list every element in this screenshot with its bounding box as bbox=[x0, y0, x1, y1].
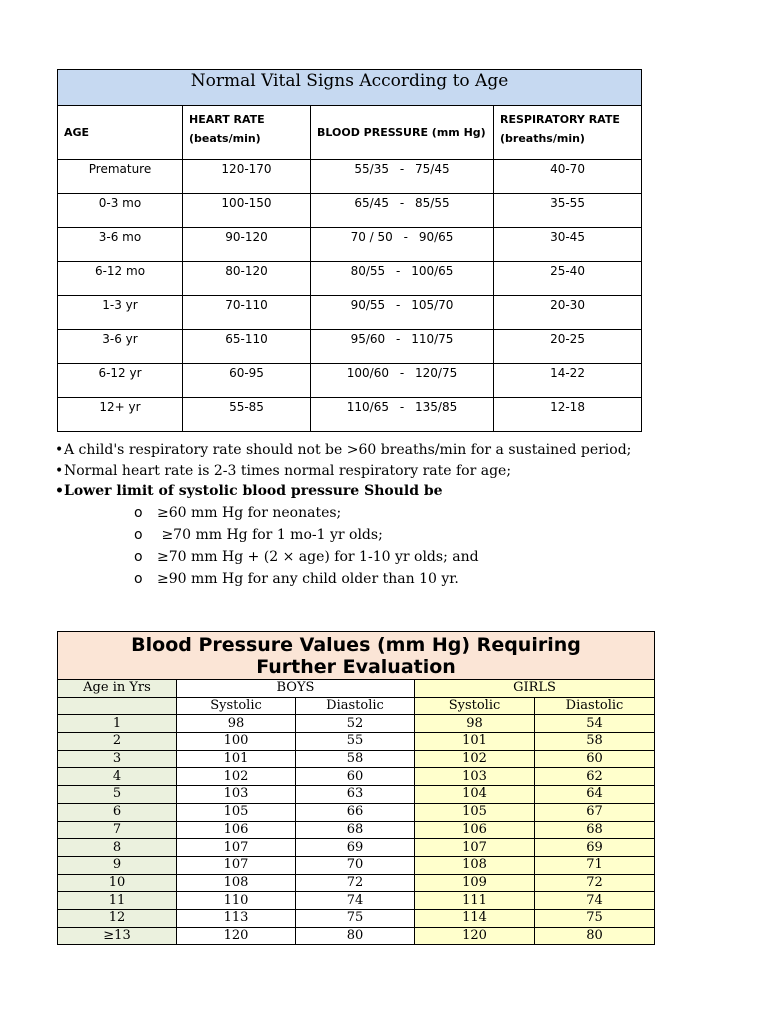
bp-evaluation-row bbox=[58, 892, 655, 910]
girls-systolic-cell: 120 bbox=[415, 927, 535, 945]
note-sub-item: o ≥70 mm Hg for 1 mo-1 yr olds; bbox=[134, 526, 383, 543]
bp-evaluation-row bbox=[58, 927, 655, 945]
vital-signs-row bbox=[58, 194, 642, 228]
heart-rate-cell: 70-110 bbox=[183, 296, 311, 330]
bp-evaluation-row bbox=[58, 768, 655, 786]
boys-systolic-cell: 120 bbox=[177, 927, 296, 945]
boys-diastolic-cell: 69 bbox=[296, 839, 415, 857]
bp-evaluation-row bbox=[58, 750, 655, 768]
vital-signs-row bbox=[58, 262, 642, 296]
vital-signs-row bbox=[58, 398, 642, 432]
age-cell: 3-6 mo bbox=[58, 228, 183, 262]
girls-systolic-cell: 107 bbox=[415, 839, 535, 857]
age-cell: 3-6 yr bbox=[58, 330, 183, 364]
respiratory-rate-header: RESPIRATORY RATE (breaths/min) bbox=[494, 106, 642, 160]
bp-evaluation-row bbox=[58, 803, 655, 821]
bp-evaluation-row bbox=[58, 821, 655, 839]
girls-diastolic-cell: 62 bbox=[535, 768, 655, 786]
girls-systolic-cell: 105 bbox=[415, 803, 535, 821]
boys-diastolic-header: Diastolic bbox=[296, 697, 415, 715]
bp-evaluation-table bbox=[57, 631, 655, 945]
boys-diastolic-cell: 68 bbox=[296, 821, 415, 839]
note-bullet: •Lower limit of systolic blood pressure Should be bbox=[55, 483, 443, 499]
girls-diastolic-cell: 75 bbox=[535, 909, 655, 927]
girls-systolic-cell: 102 bbox=[415, 750, 535, 768]
vital-signs-notes bbox=[55, 440, 765, 590]
age-cell: 8 bbox=[58, 839, 177, 857]
vital-signs-row bbox=[58, 296, 642, 330]
girls-diastolic-cell: 64 bbox=[535, 786, 655, 804]
girls-systolic-cell: 101 bbox=[415, 733, 535, 751]
respiratory-rate-cell: 25-40 bbox=[494, 262, 642, 296]
heart-rate-cell: 80-120 bbox=[183, 262, 311, 296]
boys-header: BOYS bbox=[177, 680, 415, 698]
boys-diastolic-cell: 52 bbox=[296, 715, 415, 733]
blood-pressure-cell: 90/55 - 105/70 bbox=[311, 296, 494, 330]
bp-evaluation-row bbox=[58, 856, 655, 874]
boys-systolic-header: Systolic bbox=[177, 697, 296, 715]
girls-diastolic-cell: 60 bbox=[535, 750, 655, 768]
age-cell: 1-3 yr bbox=[58, 296, 183, 330]
age-cell: 7 bbox=[58, 821, 177, 839]
girls-diastolic-cell: 58 bbox=[535, 733, 655, 751]
note-sub-item: o ≥70 mm Hg + (2 × age) for 1-10 yr olds; and bbox=[134, 548, 479, 565]
boys-diastolic-cell: 66 bbox=[296, 803, 415, 821]
respiratory-rate-cell: 30-45 bbox=[494, 228, 642, 262]
boys-systolic-cell: 107 bbox=[177, 839, 296, 857]
vital-signs-row bbox=[58, 330, 642, 364]
bp-evaluation-row bbox=[58, 874, 655, 892]
blood-pressure-cell: 110/65 - 135/85 bbox=[311, 398, 494, 432]
vital-signs-row bbox=[58, 364, 642, 398]
girls-systolic-cell: 109 bbox=[415, 874, 535, 892]
boys-systolic-cell: 103 bbox=[177, 786, 296, 804]
vital-signs-row bbox=[58, 160, 642, 194]
age-cell: 12+ yr bbox=[58, 398, 183, 432]
age-cell: 1 bbox=[58, 715, 177, 733]
girls-systolic-cell: 104 bbox=[415, 786, 535, 804]
note-sub-item: o ≥90 mm Hg for any child older than 10 yr. bbox=[134, 570, 459, 587]
age-cell: 10 bbox=[58, 874, 177, 892]
age-cell: 2 bbox=[58, 733, 177, 751]
respiratory-rate-cell: 20-25 bbox=[494, 330, 642, 364]
girls-systolic-cell: 111 bbox=[415, 892, 535, 910]
heart-rate-cell: 90-120 bbox=[183, 228, 311, 262]
note-bullet: •Normal heart rate is 2-3 times normal respiratory rate for age; bbox=[55, 462, 512, 479]
girls-diastolic-cell: 67 bbox=[535, 803, 655, 821]
blood-pressure-header: BLOOD PRESSURE (mm Hg) bbox=[311, 106, 494, 160]
boys-systolic-cell: 108 bbox=[177, 874, 296, 892]
respiratory-rate-cell: 12-18 bbox=[494, 398, 642, 432]
boys-diastolic-cell: 63 bbox=[296, 786, 415, 804]
girls-diastolic-cell: 69 bbox=[535, 839, 655, 857]
girls-header: GIRLS bbox=[415, 680, 655, 698]
blood-pressure-cell: 100/60 - 120/75 bbox=[311, 364, 494, 398]
age-cell: 3 bbox=[58, 750, 177, 768]
boys-diastolic-cell: 55 bbox=[296, 733, 415, 751]
boys-systolic-cell: 98 bbox=[177, 715, 296, 733]
blood-pressure-cell: 65/45 - 85/55 bbox=[311, 194, 494, 228]
age-cell: 5 bbox=[58, 786, 177, 804]
respiratory-rate-cell: 20-30 bbox=[494, 296, 642, 330]
boys-systolic-cell: 107 bbox=[177, 856, 296, 874]
heart-rate-cell: 100-150 bbox=[183, 194, 311, 228]
bp-evaluation-row bbox=[58, 909, 655, 927]
heart-rate-cell: 65-110 bbox=[183, 330, 311, 364]
girls-diastolic-cell: 54 bbox=[535, 715, 655, 733]
girls-systolic-header: Systolic bbox=[415, 697, 535, 715]
age-cell: 6 bbox=[58, 803, 177, 821]
vital-signs-title: Normal Vital Signs According to Age bbox=[58, 70, 642, 106]
bp-evaluation-row bbox=[58, 715, 655, 733]
boys-diastolic-cell: 70 bbox=[296, 856, 415, 874]
boys-systolic-cell: 110 bbox=[177, 892, 296, 910]
girls-diastolic-header: Diastolic bbox=[535, 697, 655, 715]
age-cell: 11 bbox=[58, 892, 177, 910]
age-subheader-empty bbox=[58, 697, 177, 715]
bp-evaluation-row bbox=[58, 786, 655, 804]
age-cell: 4 bbox=[58, 768, 177, 786]
boys-systolic-cell: 113 bbox=[177, 909, 296, 927]
girls-systolic-cell: 106 bbox=[415, 821, 535, 839]
girls-systolic-cell: 98 bbox=[415, 715, 535, 733]
boys-diastolic-cell: 80 bbox=[296, 927, 415, 945]
bp-evaluation-row bbox=[58, 839, 655, 857]
boys-systolic-cell: 102 bbox=[177, 768, 296, 786]
heart-rate-cell: 60-95 bbox=[183, 364, 311, 398]
bp-evaluation-title: Blood Pressure Values (mm Hg) Requiring Further Evaluation bbox=[58, 632, 655, 680]
boys-diastolic-cell: 60 bbox=[296, 768, 415, 786]
blood-pressure-cell: 80/55 - 100/65 bbox=[311, 262, 494, 296]
respiratory-rate-cell: 40-70 bbox=[494, 160, 642, 194]
boys-systolic-cell: 101 bbox=[177, 750, 296, 768]
heart-rate-cell: 120-170 bbox=[183, 160, 311, 194]
girls-systolic-cell: 108 bbox=[415, 856, 535, 874]
age-cell: 6-12 yr bbox=[58, 364, 183, 398]
respiratory-rate-cell: 14-22 bbox=[494, 364, 642, 398]
vital-signs-table bbox=[57, 69, 642, 432]
blood-pressure-cell: 95/60 - 110/75 bbox=[311, 330, 494, 364]
age-cell: 6-12 mo bbox=[58, 262, 183, 296]
age-cell: 9 bbox=[58, 856, 177, 874]
age-header: AGE bbox=[58, 106, 183, 160]
vital-signs-row bbox=[58, 228, 642, 262]
note-bullet: •A child's respiratory rate should not be >60 breaths/min for a sustained period; bbox=[55, 442, 632, 458]
girls-systolic-cell: 114 bbox=[415, 909, 535, 927]
bp-evaluation-row bbox=[58, 733, 655, 751]
heart-rate-header: HEART RATE (beats/min) bbox=[183, 106, 311, 160]
boys-diastolic-cell: 72 bbox=[296, 874, 415, 892]
girls-diastolic-cell: 80 bbox=[535, 927, 655, 945]
note-sub-item: o ≥60 mm Hg for neonates; bbox=[134, 504, 342, 521]
age-cell: 12 bbox=[58, 909, 177, 927]
girls-systolic-cell: 103 bbox=[415, 768, 535, 786]
blood-pressure-cell: 55/35 - 75/45 bbox=[311, 160, 494, 194]
respiratory-rate-cell: 35-55 bbox=[494, 194, 642, 228]
age-cell: 0-3 mo bbox=[58, 194, 183, 228]
girls-diastolic-cell: 72 bbox=[535, 874, 655, 892]
boys-systolic-cell: 100 bbox=[177, 733, 296, 751]
blood-pressure-cell: 70 / 50 - 90/65 bbox=[311, 228, 494, 262]
age-cell: ≥13 bbox=[58, 927, 177, 945]
girls-diastolic-cell: 71 bbox=[535, 856, 655, 874]
age-in-years-header: Age in Yrs bbox=[58, 680, 177, 698]
boys-diastolic-cell: 75 bbox=[296, 909, 415, 927]
boys-systolic-cell: 106 bbox=[177, 821, 296, 839]
boys-diastolic-cell: 74 bbox=[296, 892, 415, 910]
girls-diastolic-cell: 74 bbox=[535, 892, 655, 910]
age-cell: Premature bbox=[58, 160, 183, 194]
heart-rate-cell: 55-85 bbox=[183, 398, 311, 432]
girls-diastolic-cell: 68 bbox=[535, 821, 655, 839]
boys-systolic-cell: 105 bbox=[177, 803, 296, 821]
boys-diastolic-cell: 58 bbox=[296, 750, 415, 768]
